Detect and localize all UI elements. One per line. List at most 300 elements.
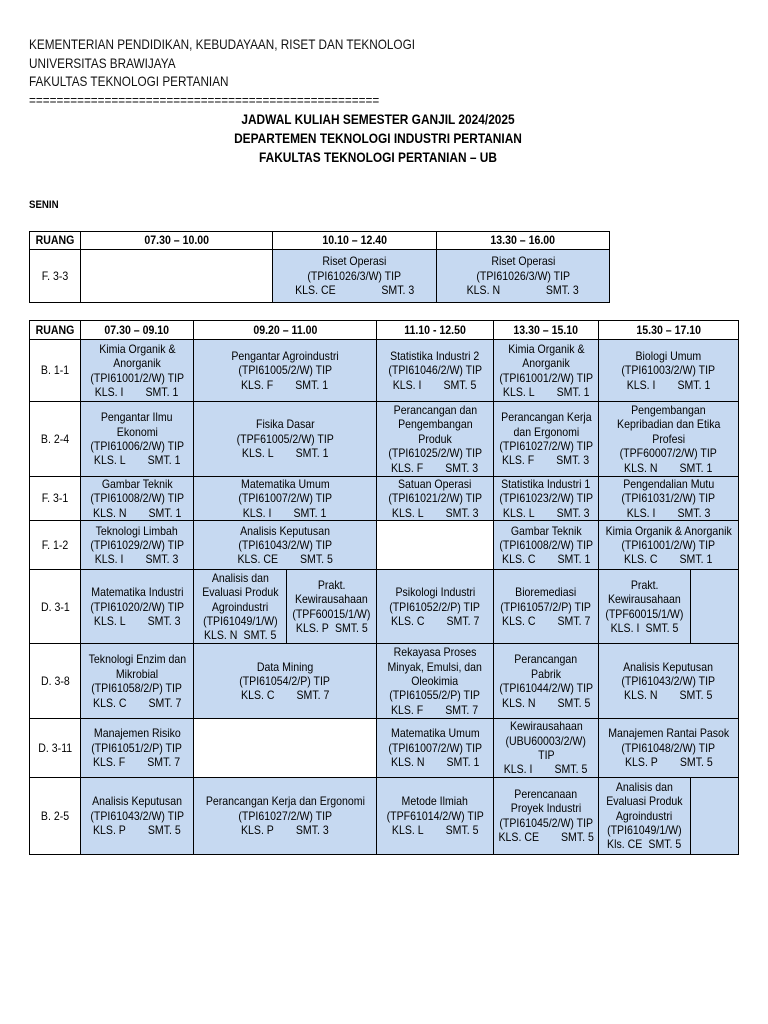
course-name: Pengantar Ilmu <box>101 410 173 425</box>
room-label: F. 3-1 <box>41 491 69 506</box>
text-line <box>273 254 436 268</box>
course-code: (TPI61003/2/W) TIP <box>621 363 716 378</box>
text-line <box>494 410 598 424</box>
schedule-cell-part <box>194 570 287 644</box>
schedule-cell <box>81 477 194 521</box>
text-line <box>81 809 193 823</box>
course-name: Bioremediasi <box>515 585 577 600</box>
room-label: D. 3-11 <box>38 740 72 755</box>
text-line <box>599 607 690 621</box>
course-name: Kewirausahaan <box>295 592 368 607</box>
class-semester <box>504 762 588 776</box>
text-line <box>599 674 738 688</box>
class-semester <box>393 378 477 392</box>
class-semester <box>95 552 179 566</box>
course-code: (TPI61021/2/W) TIP <box>388 491 482 506</box>
text-line <box>494 652 598 666</box>
class-label: KLS. L <box>241 446 274 461</box>
text-line <box>194 349 376 363</box>
schedule-cell <box>194 644 377 719</box>
schedule-cell <box>599 719 739 778</box>
text-line <box>81 600 193 614</box>
course-code: (TPI61005/2/W) TIP <box>238 363 332 378</box>
header-label: RUANG <box>35 322 75 337</box>
semester-label: SMT. 5 <box>334 621 368 636</box>
course-name: Oleokimia <box>411 674 459 689</box>
class-semester <box>502 614 590 628</box>
text-line <box>194 674 376 688</box>
table-row <box>30 644 739 719</box>
semester-label: SMT. 3 <box>677 505 711 520</box>
class-line <box>377 703 493 717</box>
class-line <box>287 621 376 635</box>
text-line <box>194 571 286 585</box>
course-name: Agroindustri <box>616 808 673 823</box>
course-name: Matematika Industri <box>90 585 184 600</box>
class-semester <box>93 823 181 837</box>
class-semester <box>627 506 711 520</box>
schedule-table-1 <box>29 231 610 303</box>
text-line <box>30 323 80 337</box>
course-code: (TPI61046/2/W) TIP <box>388 363 482 378</box>
text-line <box>494 816 598 830</box>
class-semester <box>624 688 712 702</box>
schedule-cell <box>81 777 194 854</box>
course-name: Kewirausahaan <box>509 719 583 734</box>
schedule-cell <box>81 644 194 719</box>
class-semester <box>611 621 679 635</box>
room-cell <box>30 402 81 477</box>
text-line <box>377 645 493 659</box>
table-row <box>30 777 739 854</box>
course-name: Manajemen Risiko <box>93 726 181 741</box>
class-line <box>599 461 738 475</box>
text-line <box>377 794 493 808</box>
class-line <box>599 688 738 702</box>
class-label: KLS. N <box>624 688 658 703</box>
semester-label: SMT. 7 <box>296 688 330 703</box>
class-label: KLS. C <box>92 695 127 710</box>
class-semester <box>242 446 329 460</box>
empty-cell <box>691 777 739 854</box>
course-name: Kimia Organik & Anorganik <box>605 523 732 538</box>
class-line <box>194 378 376 392</box>
class-line <box>494 762 598 776</box>
room-label: D. 3-8 <box>40 674 70 689</box>
course-code: (TPI61026/3/W) TIP <box>476 268 570 283</box>
text-line <box>81 439 193 453</box>
class-line <box>494 552 598 566</box>
semester-label: SMT. 1 <box>295 446 329 461</box>
course-code: (TPI61001/2/W) TIP <box>621 538 716 553</box>
semester-label: SMT. 7 <box>445 702 479 717</box>
text-line <box>599 403 738 417</box>
header-label: RUANG <box>35 233 75 248</box>
course-name: Proyek Industri <box>510 801 582 816</box>
class-semester <box>467 283 579 297</box>
header-label: 13.30 – 15.10 <box>513 322 579 337</box>
semester-label: SMT. 5 <box>645 621 679 636</box>
header-label: 15.30 – 17.10 <box>636 322 701 337</box>
class-line <box>599 755 738 769</box>
course-name: Statistika Industri 2 <box>390 348 480 363</box>
class-line <box>437 283 609 297</box>
schedule-cell <box>599 402 739 477</box>
institution-header <box>29 35 489 109</box>
table-row <box>30 402 739 477</box>
schedule-cell <box>194 521 377 570</box>
course-name: Anorganik <box>113 356 161 371</box>
text-line <box>30 269 80 283</box>
university-name: UNIVERSITAS BRAWIJAYA <box>29 54 176 71</box>
class-line <box>377 461 493 475</box>
empty-cell <box>377 521 494 570</box>
text-line <box>599 794 690 808</box>
course-name: Analisis dan <box>211 570 269 585</box>
semester-label: SMT. 7 <box>148 695 182 710</box>
text-line <box>599 477 738 491</box>
course-code: (TPI61008/2/W) TIP <box>90 491 184 506</box>
text-line <box>599 823 690 837</box>
class-label: KLS. C <box>501 613 536 628</box>
text-line <box>377 809 493 823</box>
text-line <box>194 477 376 491</box>
class-label: KLS. I <box>504 762 533 777</box>
semester-label: SMT. 1 <box>293 505 327 520</box>
class-semester <box>502 696 590 710</box>
course-code: (TPI61049/1/W) <box>202 613 278 628</box>
schedule-cell <box>494 340 599 402</box>
text-line <box>377 688 493 702</box>
course-name: Pengendalian Mutu <box>622 477 714 491</box>
text-line <box>81 477 193 491</box>
semester-label: SMT. 3 <box>381 283 415 298</box>
text-line <box>494 425 598 439</box>
course-name: Riset Operasi <box>491 254 555 269</box>
text-line <box>194 323 376 337</box>
class-label: KLS. I <box>393 377 422 392</box>
text-line <box>599 446 738 460</box>
course-code: (TPI61027/2/W) TIP <box>499 439 593 453</box>
class-label: KLS. N <box>390 755 425 770</box>
empty-cell <box>194 719 377 778</box>
course-name: Satuan Operasi <box>398 477 472 491</box>
semester-label: SMT. 3 <box>147 613 181 628</box>
schedule-cell <box>377 719 494 778</box>
course-code: (UBU60003/2/W) <box>505 733 587 748</box>
class-semester <box>241 688 329 702</box>
text-line <box>30 600 80 614</box>
text-line <box>377 585 493 599</box>
text-line <box>437 269 609 283</box>
header-separator: =================================================== <box>29 91 380 108</box>
class-line <box>81 614 193 628</box>
class-label: KLS. L <box>391 823 424 838</box>
class-line <box>494 830 598 844</box>
table-row <box>30 340 739 402</box>
faculty-name: FAKULTAS TEKNOLOGI PERTANIAN <box>29 73 229 90</box>
text-line <box>377 600 493 614</box>
semester-label: SMT. 3 <box>145 552 179 567</box>
class-semester <box>503 385 590 399</box>
course-code: (TPI61008/2/W) TIP <box>499 538 593 553</box>
class-label: KLS. P <box>93 823 126 838</box>
class-label: KLS. L <box>502 384 535 399</box>
header-label: 10.10 – 12.40 <box>322 233 387 248</box>
text-line <box>494 585 598 599</box>
text-line <box>194 491 376 505</box>
course-name: Pengantar Agroindustri <box>231 348 339 363</box>
class-line <box>81 552 193 566</box>
course-name: Psikologi Industri <box>395 585 475 600</box>
text-line <box>81 726 193 740</box>
text-line <box>599 578 690 592</box>
course-name: Gambar Teknik <box>101 477 173 491</box>
class-line <box>81 755 193 769</box>
course-name: Profesi <box>652 431 685 446</box>
text-line <box>494 719 598 733</box>
class-line <box>599 621 690 635</box>
class-line <box>81 453 193 467</box>
class-line <box>273 283 436 297</box>
class-semester <box>241 378 328 392</box>
room-label: B. 2-5 <box>40 808 70 823</box>
class-line <box>599 552 738 566</box>
semester-label: SMT. 3 <box>295 823 329 838</box>
course-name: Gambar Teknik <box>510 523 582 538</box>
class-label: KLS. I <box>95 552 124 567</box>
text-line <box>30 538 80 552</box>
class-semester <box>624 461 712 475</box>
class-line <box>494 614 598 628</box>
class-label: KLS. C <box>390 613 425 628</box>
room-cell <box>30 719 81 778</box>
semester-label: SMT. 5 <box>560 830 594 845</box>
class-line <box>377 614 493 628</box>
class-semester <box>624 552 712 566</box>
table-row <box>30 719 739 778</box>
text-line <box>494 371 598 385</box>
text-line <box>81 741 193 755</box>
text-line <box>194 417 376 431</box>
time-slot-header <box>81 321 194 340</box>
room-cell <box>30 521 81 570</box>
class-label: KLS. CE <box>498 830 539 845</box>
schedule-cell <box>81 719 194 778</box>
course-name: Pengembangan <box>631 402 706 417</box>
class-semester <box>296 621 368 635</box>
course-name: Ekonomi <box>116 424 158 439</box>
class-semester <box>503 506 590 520</box>
schedule-cell-part <box>287 570 377 644</box>
room-cell <box>30 644 81 719</box>
class-label: KLS. L <box>391 505 424 520</box>
class-semester <box>243 506 327 520</box>
class-line <box>81 385 193 399</box>
course-name: Perancangan Kerja <box>500 410 592 425</box>
text-line <box>494 748 598 762</box>
course-code: (TPI61031/2/W) TIP <box>621 491 716 506</box>
text-line <box>599 363 738 377</box>
text-line <box>494 538 598 552</box>
course-name: Perancangan <box>514 652 578 667</box>
class-line <box>194 446 376 460</box>
text-line <box>599 809 690 823</box>
class-label: KLS. L <box>93 613 126 628</box>
table-body <box>30 232 610 303</box>
schedule-cell <box>437 250 610 303</box>
text-line <box>81 491 193 505</box>
schedule-cell <box>494 570 599 644</box>
schedule-cell <box>81 521 194 570</box>
text-line <box>194 794 376 808</box>
course-code: (TPI61027/2/W) TIP <box>238 808 332 823</box>
time-slot-header <box>494 321 599 340</box>
class-line <box>494 506 598 520</box>
class-label: KLS. F <box>391 460 424 475</box>
course-name: Statistika Industri 1 <box>501 477 591 491</box>
schedule-cell <box>377 777 494 854</box>
class-label: KLS. F <box>93 755 126 770</box>
schedule-cell <box>377 570 494 644</box>
course-code: (TPI61007/2/W) TIP <box>238 491 332 506</box>
text-line <box>494 491 598 505</box>
header-label: 11.10 - 12.50 <box>404 322 466 337</box>
schedule-cell <box>599 644 739 719</box>
class-label: KLS. F <box>241 377 274 392</box>
room-label: F. 1-2 <box>41 538 69 553</box>
text-line <box>599 491 738 505</box>
class-label: KLS. L <box>93 453 126 468</box>
schedule-cell <box>377 402 494 477</box>
class-semester <box>391 461 478 475</box>
class-label: KLS. N <box>501 695 536 710</box>
class-line <box>599 506 738 520</box>
text-line <box>494 801 598 815</box>
class-label: KLS. P <box>624 755 658 770</box>
class-semester <box>498 830 593 844</box>
course-name: dan Ergonomi <box>513 424 579 439</box>
class-semester <box>502 453 589 467</box>
text-line <box>599 524 738 538</box>
class-line <box>494 453 598 467</box>
text-line <box>287 578 376 592</box>
text-line <box>81 667 193 681</box>
department-title: DEPARTEMEN TEKNOLOGI INDUSTRI PERTANIAN <box>234 130 522 146</box>
class-line <box>194 823 376 837</box>
time-slot-header <box>377 321 494 340</box>
text-line <box>81 323 193 337</box>
class-semester <box>391 755 479 769</box>
class-line <box>194 506 376 520</box>
schedule-cell <box>194 777 377 854</box>
class-label: KLS. P <box>295 621 329 636</box>
class-semester <box>93 506 181 520</box>
schedule-cell <box>377 477 494 521</box>
course-name: Kepribadian dan Etika <box>616 417 721 432</box>
class-semester <box>625 755 713 769</box>
empty-cell <box>691 570 739 644</box>
course-name: Pabrik <box>531 666 561 681</box>
course-code: TIP <box>537 748 555 763</box>
class-label: KLS. CE <box>294 283 336 298</box>
table-row <box>30 477 739 521</box>
course-code: (TPI61029/2/W) TIP <box>90 538 184 553</box>
text-line <box>81 233 272 247</box>
course-name: Evaluasi Produk <box>606 794 683 809</box>
class-label: KLS. I <box>243 505 272 520</box>
course-code: (TPF61005/2/W) TIP <box>236 431 334 446</box>
class-line <box>81 506 193 520</box>
text-line <box>81 356 193 370</box>
course-name: Kimia Organik & <box>98 341 176 356</box>
semester-label: SMT. 5 <box>443 377 477 392</box>
text-line <box>30 491 80 505</box>
class-semester <box>94 614 181 628</box>
text-line <box>377 403 493 417</box>
room-cell <box>30 340 81 402</box>
course-name: Kimia Organik & <box>507 341 585 356</box>
text-line <box>81 342 193 356</box>
semester-label: SMT. 5 <box>243 628 277 643</box>
table-row <box>30 250 610 303</box>
text-line <box>599 592 690 606</box>
text-line <box>194 585 286 599</box>
class-label: KLS. I <box>610 621 640 636</box>
course-code: (TPF61014/2/W) TIP <box>386 808 484 823</box>
course-code: (TPI61043/2/W) TIP <box>621 674 716 689</box>
text-line <box>30 741 80 755</box>
course-name: Metode Ilmiah <box>401 794 469 809</box>
text-line <box>194 432 376 446</box>
schedule-cell <box>494 644 599 719</box>
text-line <box>599 432 738 446</box>
course-code: (TPI61007/2/W) TIP <box>388 740 482 755</box>
course-code: (TPI61001/2/W) TIP <box>499 370 593 385</box>
course-name: Agroindustri <box>211 599 269 614</box>
text-line <box>30 809 80 823</box>
schedule-cell <box>81 570 194 644</box>
semester-label: SMT. 1 <box>295 377 329 392</box>
course-code: (TPI61049/1/W) <box>607 823 682 838</box>
schedule-cell <box>494 777 599 854</box>
schedule-cell <box>194 402 377 477</box>
class-line <box>194 628 286 642</box>
header-label: 09.20 – 11.00 <box>252 322 318 337</box>
text-line <box>494 323 598 337</box>
semester-label: SMT. 3 <box>556 453 590 468</box>
class-line <box>599 837 690 851</box>
room-cell <box>30 250 81 303</box>
text-line <box>377 674 493 688</box>
semester-label: SMT. 1 <box>145 384 179 399</box>
course-code: (TPI61048/2/W) TIP <box>621 740 716 755</box>
text-line <box>81 652 193 666</box>
course-name: Matematika Umum <box>240 477 330 491</box>
class-label: KLS. N <box>92 505 127 520</box>
time-slot-header <box>599 321 739 340</box>
text-line <box>377 660 493 674</box>
class-semester <box>93 755 180 769</box>
course-name: Biologi Umum <box>635 348 702 363</box>
text-line <box>377 741 493 755</box>
text-line <box>599 417 738 431</box>
class-semester <box>204 628 276 642</box>
semester-label: SMT. 1 <box>148 505 182 520</box>
table-row <box>30 521 739 570</box>
text-line <box>437 233 609 247</box>
faculty-title: FAKULTAS TEKNOLOGI PERTANIAN – UB <box>259 149 497 165</box>
